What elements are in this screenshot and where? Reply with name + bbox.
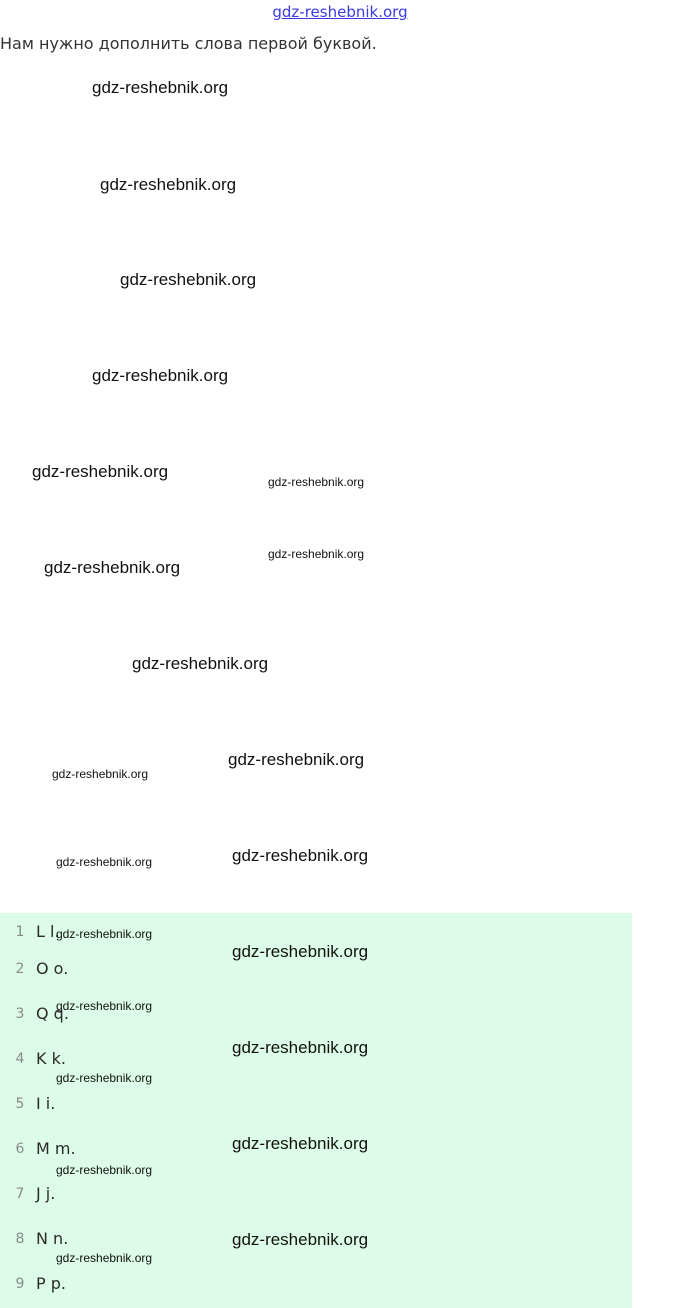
watermark: gdz-reshebnik.org [232,1038,369,1057]
watermark: gdz-reshebnik.org [52,767,149,781]
item-number: 2 [15,961,25,977]
item-text: I i. [36,1094,56,1113]
item-text: L l. [36,922,60,941]
watermark: gdz-reshebnik.org [56,1071,153,1085]
item-number: 5 [15,1096,25,1112]
watermark: gdz-reshebnik.org [232,1134,369,1153]
list-item [0,1273,632,1308]
watermark: gdz-reshebnik.org [56,1251,153,1265]
watermark: gdz-reshebnik.org [92,78,229,97]
watermark: gdz-reshebnik.org [232,942,369,961]
watermark: gdz-reshebnik.org [120,270,257,289]
item-text: N n. [36,1229,69,1248]
watermark: gdz-reshebnik.org [56,927,153,941]
item-text: J j. [36,1184,56,1203]
watermark: gdz-reshebnik.org [100,175,237,194]
watermark: gdz-reshebnik.org [32,462,169,481]
list-item [0,958,632,1003]
watermark: gdz-reshebnik.org [56,999,153,1013]
site-header-link[interactable]: gdz-reshebnik.org [272,3,408,21]
item-number: 1 [15,924,25,940]
item-text: M m. [36,1139,76,1158]
item-text: K k. [36,1049,66,1068]
watermark: gdz-reshebnik.org [92,366,229,385]
item-text: P p. [36,1274,66,1293]
watermark: gdz-reshebnik.org [268,475,365,489]
watermark: gdz-reshebnik.org [56,1163,153,1177]
task-intro: Нам нужно дополнить слова первой буквой. [0,34,377,53]
item-number: 8 [15,1231,25,1247]
watermark: gdz-reshebnik.org [44,558,181,577]
item-number: 6 [15,1141,25,1157]
list-item [0,1093,632,1138]
watermark: gdz-reshebnik.org [232,1230,369,1249]
item-number: 9 [15,1276,25,1292]
item-text: Q q. [36,1004,69,1023]
watermark: gdz-reshebnik.org [56,855,153,869]
item-number: 7 [15,1186,25,1202]
item-text: O o. [36,959,69,978]
watermark: gdz-reshebnik.org [268,547,365,561]
watermark: gdz-reshebnik.org [132,654,269,673]
item-number: 3 [15,1006,25,1022]
list-item [0,1183,632,1228]
item-number: 4 [15,1051,25,1067]
watermark: gdz-reshebnik.org [228,750,365,769]
watermark: gdz-reshebnik.org [232,846,369,865]
